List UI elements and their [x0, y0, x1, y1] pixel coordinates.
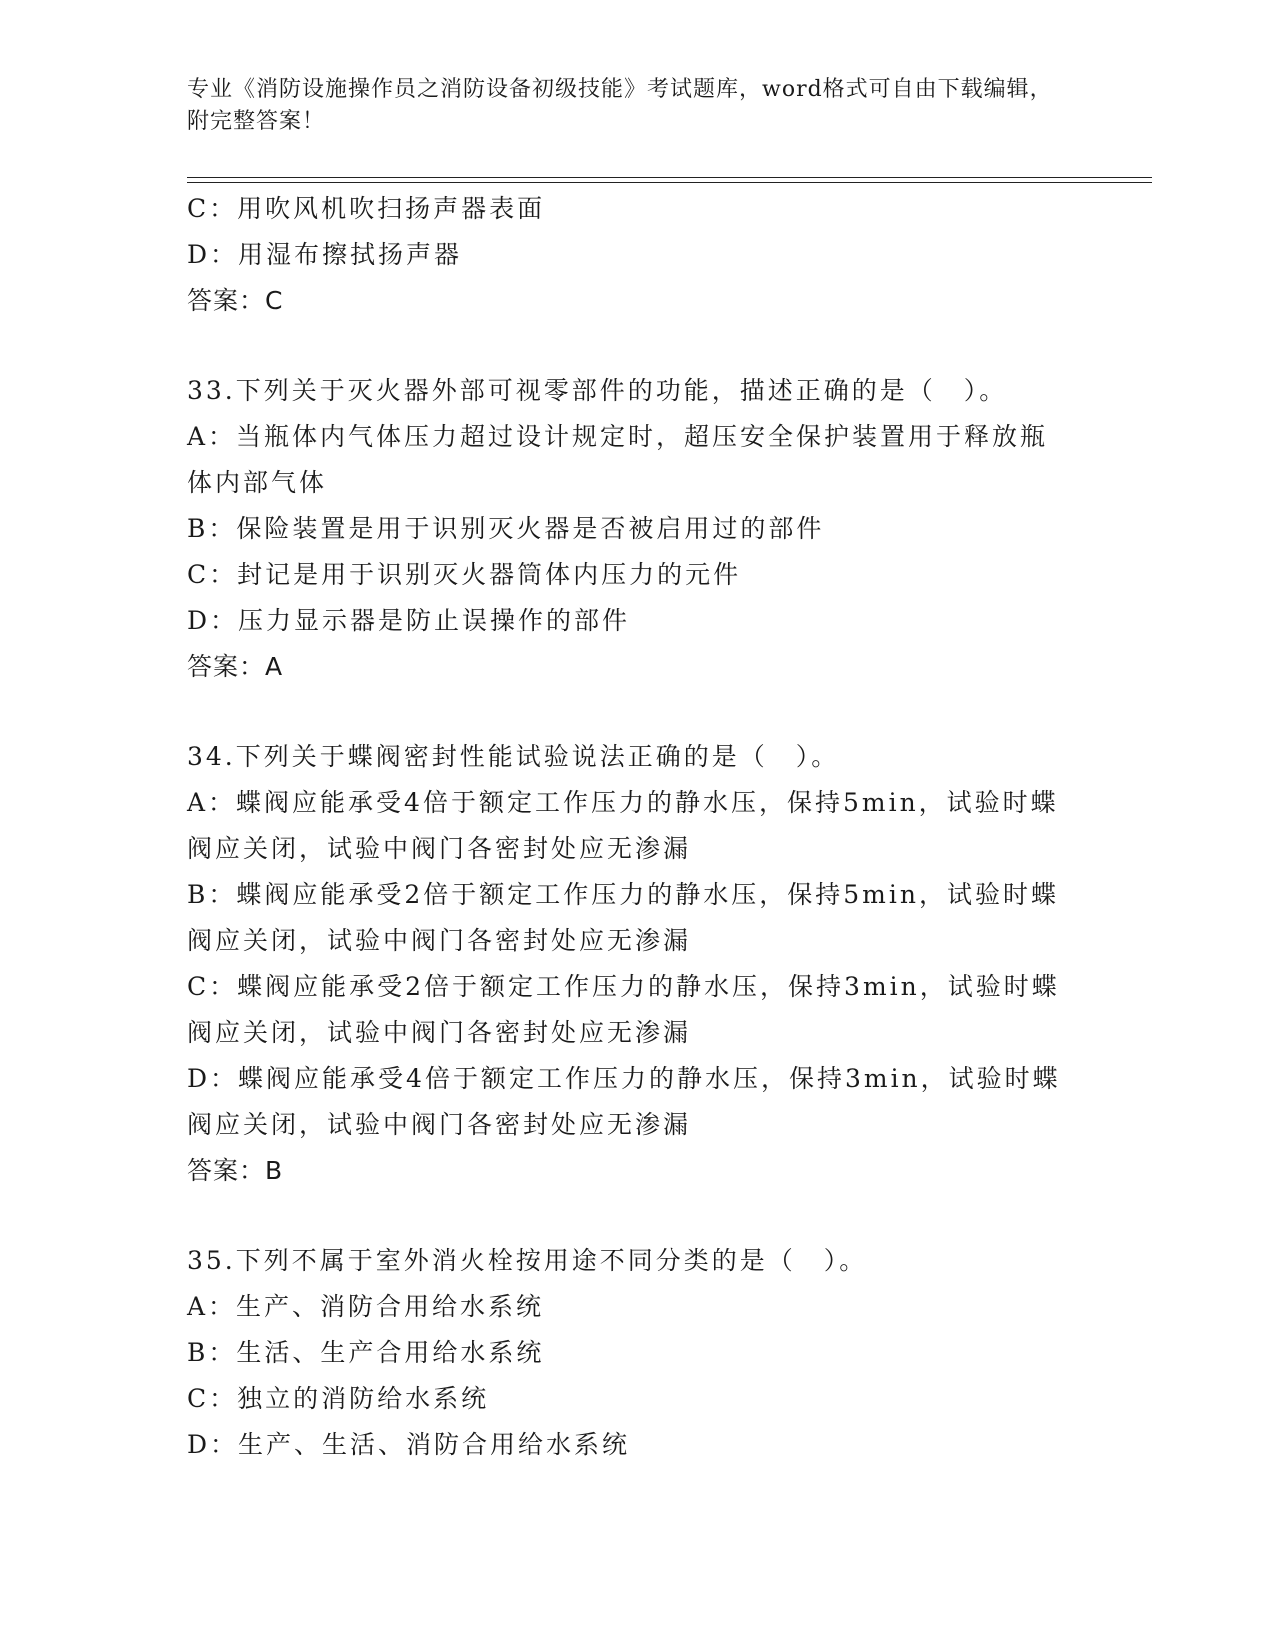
- question-34-option-c: C：蝶阀应能承受2倍于额定工作压力的静水压，保持3min，试验时蝶: [187, 972, 1060, 1001]
- header-divider-top: [187, 177, 1152, 178]
- question-33-stem: 33.下列关于灭火器外部可视零部件的功能，描述正确的是（ ）。: [187, 376, 1008, 405]
- question-33-option-c: C：封记是用于识别灭火器筒体内压力的元件: [187, 560, 742, 589]
- question-35-option-b: B：生活、生产合用给水系统: [187, 1338, 545, 1367]
- question-34-stem: 34.下列关于蝶阀密封性能试验说法正确的是（ ）。: [187, 742, 840, 771]
- option-c: C：用吹风机吹扫扬声器表面: [187, 194, 546, 223]
- question-34-option-d-cont: 阀应关闭，试验中阀门各密封处应无渗漏: [187, 1110, 692, 1139]
- question-34-option-b: B：蝶阀应能承受2倍于额定工作压力的静水压，保持5min，试验时蝶: [187, 880, 1059, 909]
- question-33-option-a-cont: 体内部气体: [187, 468, 328, 497]
- question-33-option-a: A：当瓶体内气体压力超过设计规定时，超压安全保护装置用于释放瓶: [187, 422, 1049, 451]
- question-34-option-d: D：蝶阀应能承受4倍于额定工作压力的静水压，保持3min，试验时蝶: [187, 1064, 1061, 1093]
- question-34-option-c-cont: 阀应关闭，试验中阀门各密封处应无渗漏: [187, 1018, 692, 1047]
- header-divider-bottom: [187, 182, 1152, 183]
- question-35-option-a: A：生产、消防合用给水系统: [187, 1292, 545, 1321]
- option-d: D：用湿布擦拭扬声器: [187, 240, 463, 269]
- question-33-option-d: D：压力显示器是防止误操作的部件: [187, 606, 631, 635]
- document-header: 专业《消防设施操作员之消防设备初级技能》考试题库，word格式可自由下载编辑，附完整答案！: [187, 77, 1053, 134]
- question-34-option-a-cont: 阀应关闭，试验中阀门各密封处应无渗漏: [187, 834, 692, 863]
- question-34-option-a: A：蝶阀应能承受4倍于额定工作压力的静水压，保持5min，试验时蝶: [187, 788, 1059, 817]
- question-34-option-b-cont: 阀应关闭，试验中阀门各密封处应无渗漏: [187, 926, 692, 955]
- question-35-option-d: D：生产、生活、消防合用给水系统: [187, 1430, 631, 1459]
- answer-label: 答案：C: [187, 286, 284, 315]
- question-33-answer: 答案：A: [187, 652, 284, 681]
- question-35-option-c: C：独立的消防给水系统: [187, 1384, 490, 1413]
- question-35-stem: 35.下列不属于室外消火栓按用途不同分类的是（ ）。: [187, 1246, 868, 1275]
- question-33-option-b: B：保险装置是用于识别灭火器是否被启用过的部件: [187, 514, 825, 543]
- question-34-answer: 答案：B: [187, 1156, 284, 1185]
